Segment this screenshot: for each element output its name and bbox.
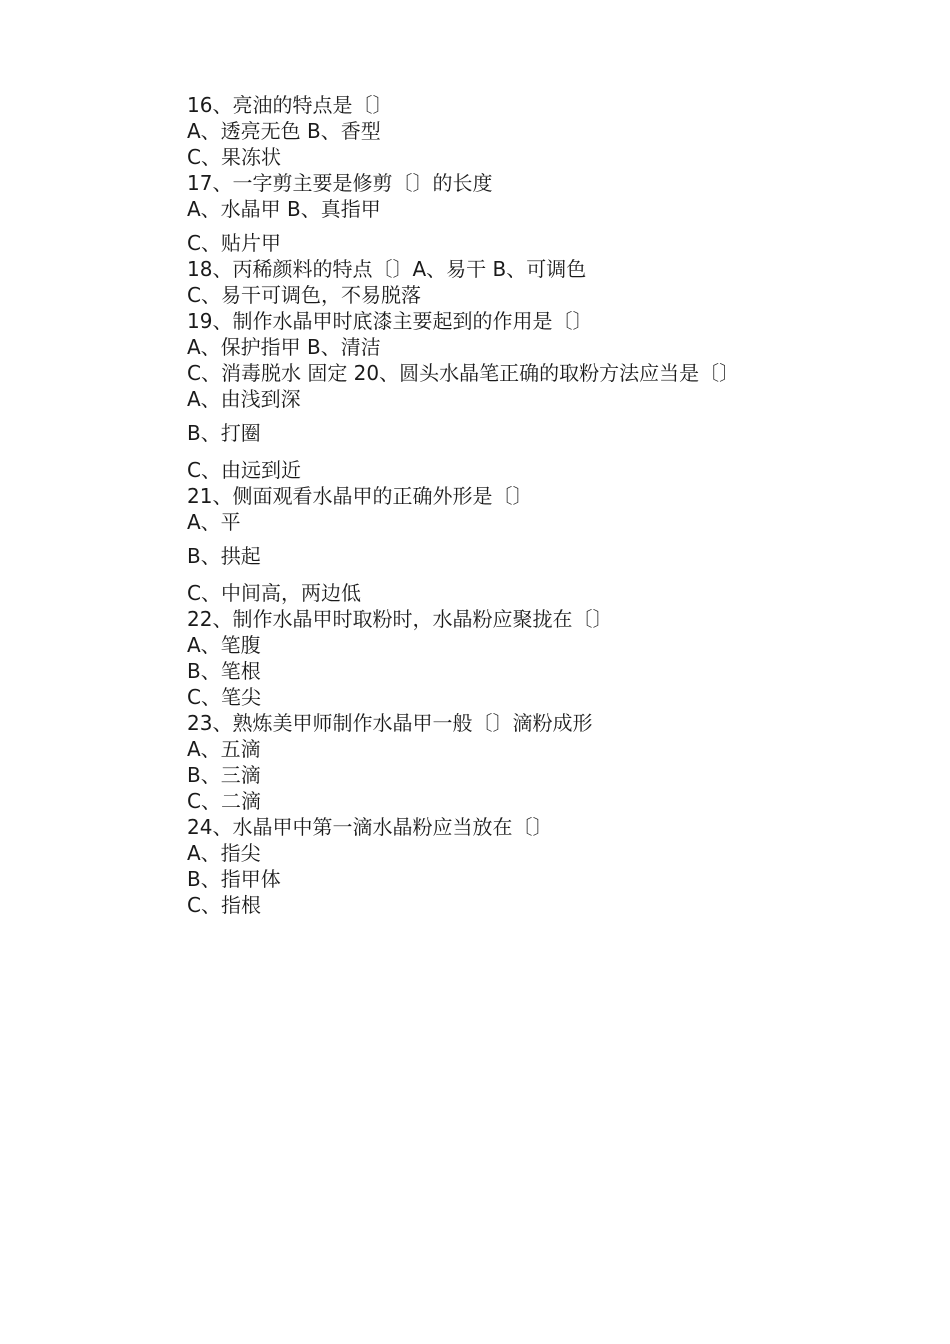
option-line: A、水晶甲 B、真指甲	[187, 197, 381, 221]
option-line: C、指根	[187, 893, 261, 917]
option-line: B、打圈	[187, 421, 261, 445]
question-list	[187, 92, 887, 918]
question-22: 22、制作水晶甲时取粉时，水晶粉应聚拢在〔〕	[187, 607, 613, 631]
question-19: 19、制作水晶甲时底漆主要起到的作用是〔〕	[187, 309, 593, 333]
question-24: 24、水晶甲中第一滴水晶粉应当放在〔〕	[187, 815, 553, 839]
option-line: B、指甲体	[187, 867, 281, 891]
question-17: 17、一字剪主要是修剪〔〕的长度	[187, 171, 493, 195]
option-line: C、贴片甲	[187, 231, 281, 255]
option-line: A、平	[187, 510, 241, 534]
option-line: C、易干可调色，不易脱落	[187, 283, 421, 307]
option-line: A、透亮无色 B、香型	[187, 119, 381, 143]
option-line-with-question-20: C、消毒脱水 固定 20、圆头水晶笔正确的取粉方法应当是〔〕	[187, 361, 740, 385]
option-line: A、保护指甲 B、清洁	[187, 335, 381, 359]
question-21: 21、侧面观看水晶甲的正确外形是〔〕	[187, 484, 533, 508]
option-line: C、由远到近	[187, 458, 301, 482]
option-line: C、果冻状	[187, 145, 281, 169]
option-line: B、拱起	[187, 544, 261, 568]
option-line: A、由浅到深	[187, 387, 301, 411]
question-16: 16、亮油的特点是〔〕	[187, 93, 393, 117]
option-line: A、五滴	[187, 737, 261, 761]
option-line: C、中间高，两边低	[187, 581, 361, 605]
option-line: C、二滴	[187, 789, 261, 813]
question-18: 18、丙稀颜料的特点〔〕A、易干 B、可调色	[187, 257, 587, 281]
option-line: B、笔根	[187, 659, 261, 683]
option-line: C、笔尖	[187, 685, 261, 709]
option-line: B、三滴	[187, 763, 261, 787]
option-line: A、指尖	[187, 841, 261, 865]
option-line: A、笔腹	[187, 633, 261, 657]
question-23: 23、熟炼美甲师制作水晶甲一般〔〕滴粉成形	[187, 711, 593, 735]
